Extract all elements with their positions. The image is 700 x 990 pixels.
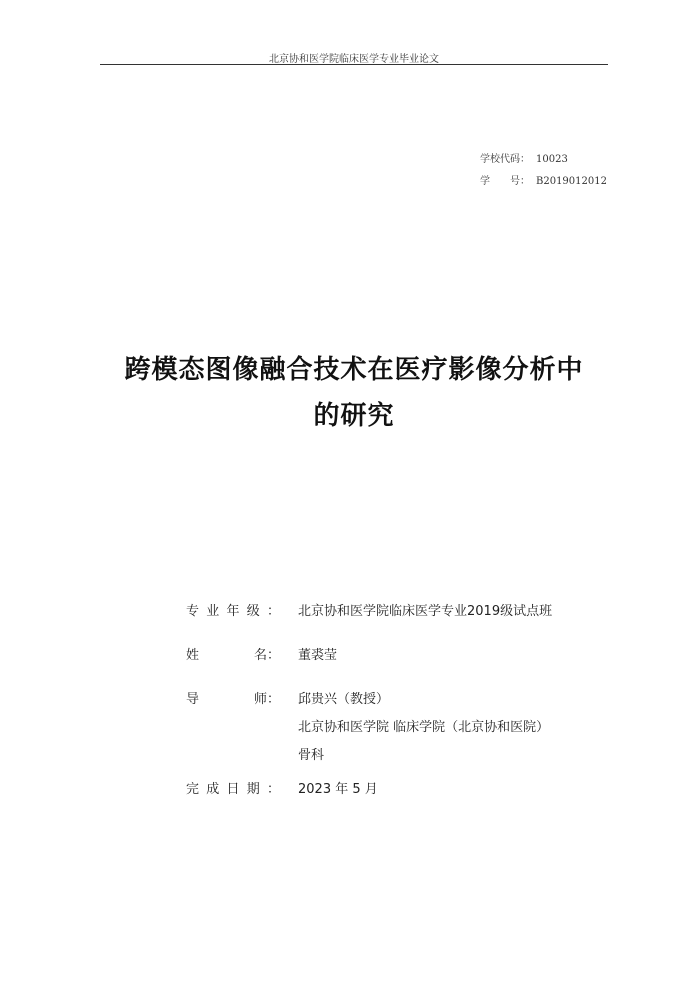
thesis-title-line-1: 跨模态图像融合技术在医疗影像分析中 (124, 355, 584, 385)
school-code-value: 10023 (536, 154, 568, 165)
school-code-label: 学校代码： (480, 154, 530, 165)
major-label: 专 业 年 级 ： (186, 604, 280, 619)
name-value: 董裘莹 (298, 648, 338, 663)
student-id-value: B2019012012 (536, 176, 607, 187)
name-label: 姓 名 ： (186, 648, 280, 663)
advisor-value-affiliation: 北京协和医学院 临床学院（北京协和医院） (298, 720, 550, 735)
date-label: 完 成 日 期 ： (186, 782, 280, 797)
student-id-label: 学 号： (480, 176, 530, 187)
date-value: 2023 年 5 月 (298, 782, 378, 797)
advisor-label: 导 师 ： (186, 692, 280, 707)
advisor-value-department: 骨科 (298, 748, 325, 763)
thesis-title-line-2: 的研究 (313, 401, 395, 431)
advisor-value-name: 邱贵兴（教授） (298, 692, 390, 707)
school-code-line (480, 150, 568, 165)
student-id-line (480, 172, 607, 187)
header-rule (100, 64, 608, 65)
major-value: 北京协和医学院临床医学专业2019级试点班 (298, 604, 553, 619)
running-header: 北京协和医学院临床医学专业毕业论文 (269, 54, 439, 65)
